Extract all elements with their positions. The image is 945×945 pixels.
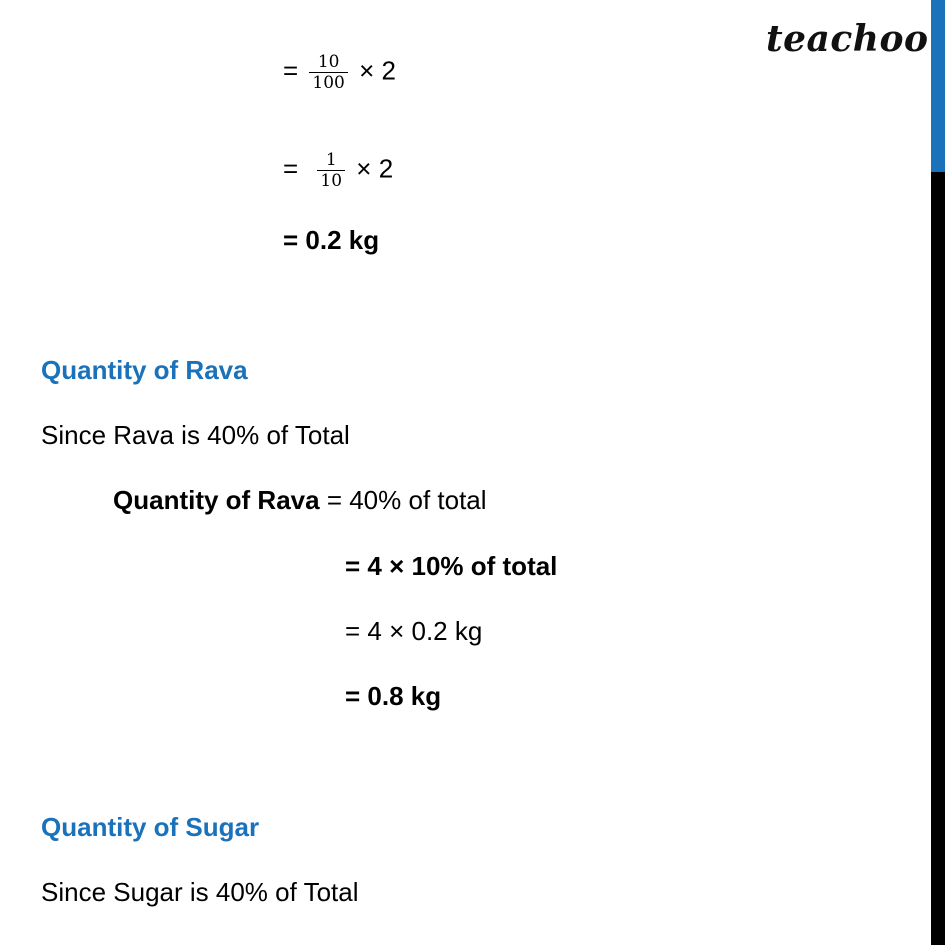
section-heading-sugar: Quantity of Sugar [41,812,260,842]
teachoo-logo: teachoo [766,18,929,60]
multiplier: × 2 [356,153,394,184]
rava-intro-text: Since Rava is 40% of Total [41,420,350,450]
section-heading-rava: Quantity of Rava [41,355,248,385]
denominator: 100 [312,73,345,93]
rava-first-step: = 40% of total [319,485,487,515]
denominator: 10 [320,171,343,191]
sidebar-progress-accent [931,0,945,172]
rava-step-3: = 4 × 0.2 kg [345,616,483,646]
rava-equation-line [113,485,487,515]
rava-step-2: = 4 × 10% of total [345,551,558,581]
calc-line-fraction-10-100 [283,52,396,93]
equals-sign: = [283,55,299,86]
sidebar-track [931,172,945,945]
rava-result: = 0.8 kg [345,681,442,711]
calc-result-ten-percent: = 0.2 kg [283,225,380,255]
sugar-intro-text: Since Sugar is 40% of Total [41,877,359,907]
fraction [317,150,345,191]
equals-sign: = [283,153,299,184]
numerator: 10 [309,52,347,73]
numerator: 1 [317,150,345,171]
calc-line-fraction-1-10 [283,150,393,191]
rava-label: Quantity of Rava [113,485,320,515]
fraction [309,52,347,93]
multiplier: × 2 [359,55,396,86]
